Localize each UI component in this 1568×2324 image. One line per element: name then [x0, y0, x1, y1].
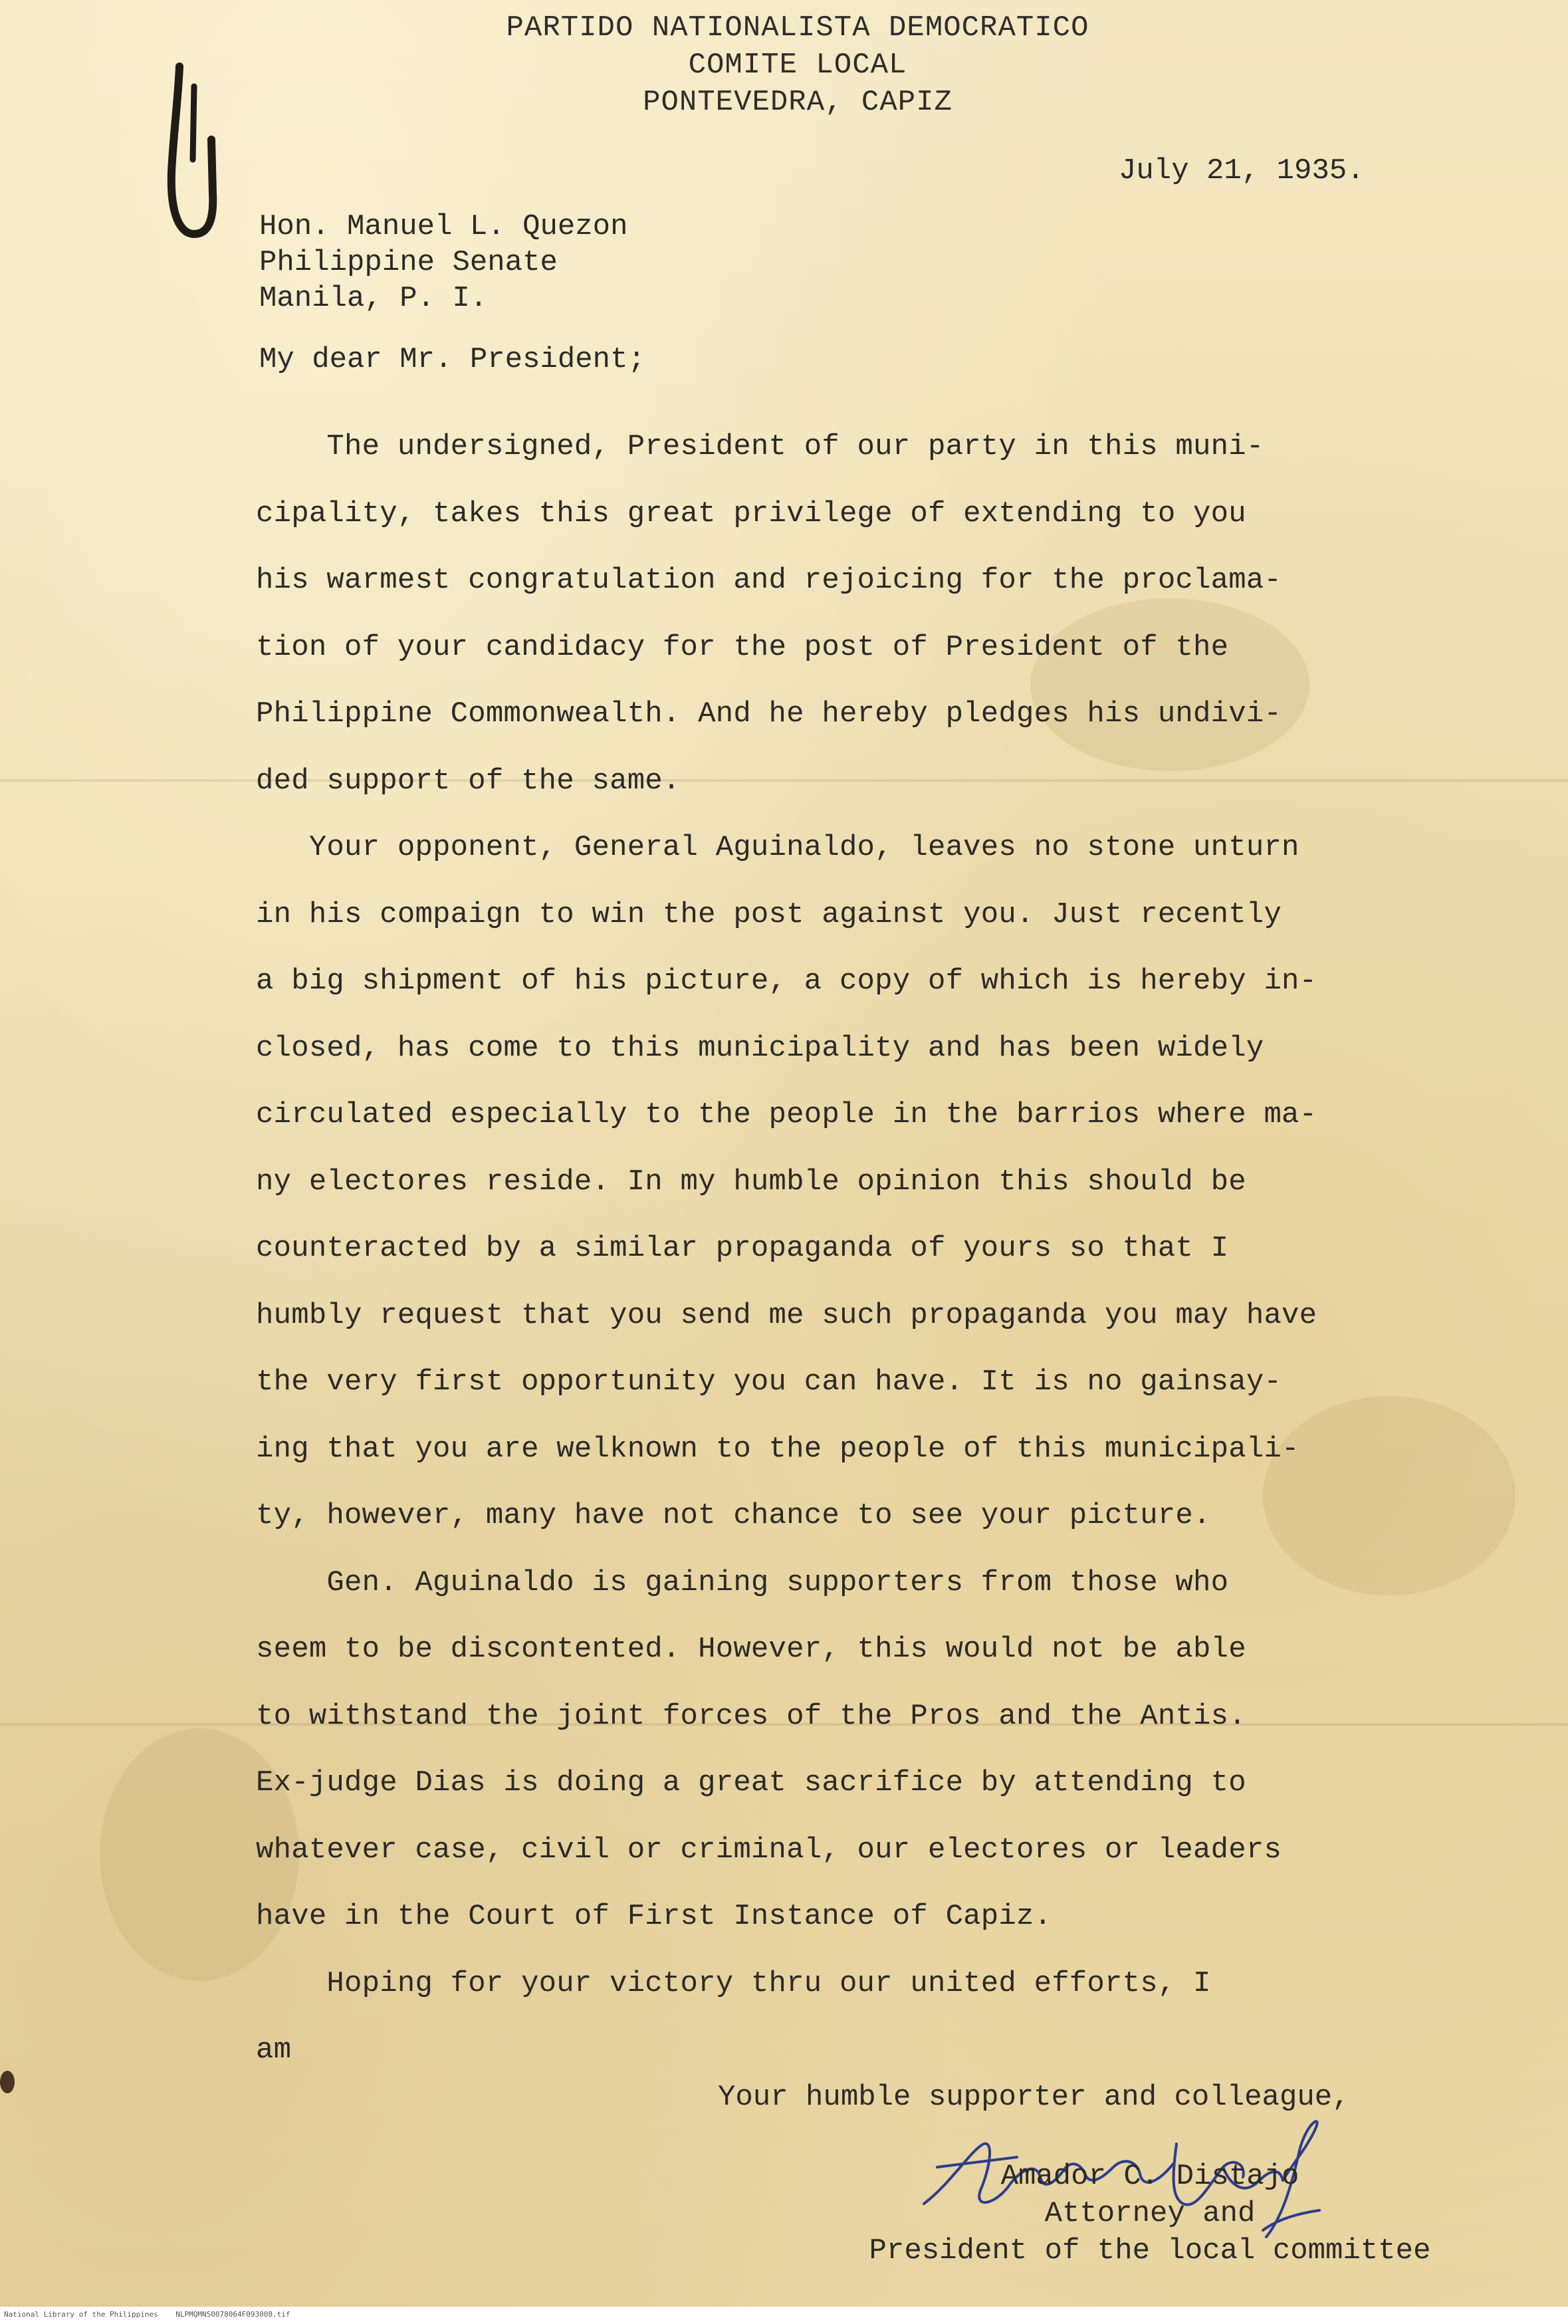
- body-line: Philippine Commonwealth. And he hereby pledges his undivi-: [256, 697, 1282, 731]
- body-line: ny electores reside. In my humble opinion this should be: [256, 1165, 1246, 1199]
- letterhead-committee: COMITE LOCAL: [688, 49, 907, 82]
- addressee-city: Manila, P. I.: [259, 282, 488, 315]
- paperclip-mark-icon: [153, 60, 226, 246]
- body-line: the very first opportunity you can have. It is no gainsay-: [256, 1365, 1282, 1399]
- letterhead-location: PONTEVEDRA, CAPIZ: [643, 86, 952, 119]
- body-line: closed, has come to this municipality and has been widely: [256, 1031, 1264, 1065]
- body-line: am: [256, 2034, 292, 2067]
- body-line: to withstand the joint forces of the Pros and the Antis.: [256, 1699, 1246, 1733]
- addressee-name: Hon. Manuel L. Quezon: [259, 210, 628, 243]
- body-line: in his compaign to win the post against you. Just recently: [256, 897, 1282, 931]
- rust-spot: [0, 2071, 15, 2093]
- salutation: My dear Mr. President;: [259, 343, 645, 376]
- body-line: ty, however, many have not chance to see your picture.: [256, 1499, 1211, 1532]
- body-line: humbly request that you send me such propaganda you may have: [256, 1298, 1317, 1332]
- letterhead: [399, 9, 1196, 121]
- body-line: ing that you are welknown to the people of this municipali-: [256, 1432, 1299, 1466]
- body-line: Hoping for your victory thru our united efforts, I: [256, 1966, 1211, 2000]
- body-line: a big shipment of his picture, a copy of which is hereby in-: [256, 965, 1317, 998]
- addressee-block: [259, 209, 628, 316]
- body-line: Ex-judge Dias is doing a great sacrifice by attending to: [256, 1766, 1246, 1800]
- addressee-office: Philippine Senate: [259, 246, 558, 279]
- archive-footer: National Library of the Philippines NLPMQMNS0078064F093008.tif: [4, 2310, 290, 2319]
- signer-name: Amador C. Distajo: [1000, 2160, 1299, 2193]
- body-line: have in the Court of First Instance of Capiz.: [256, 1900, 1052, 1933]
- body-line: his warmest congratulation and rejoicing for the proclama-: [256, 564, 1282, 597]
- body-line: counteracted by a similar propaganda of yours so that I: [256, 1232, 1229, 1265]
- body-line: ded support of the same.: [256, 764, 681, 798]
- body-line: whatever case, civil or criminal, our electores or leaders: [256, 1833, 1282, 1867]
- complimentary-close: Your humble supporter and colleague,: [718, 2081, 1350, 2114]
- body-line: The undersigned, President of our party in this muni-: [256, 430, 1264, 463]
- body-line: Gen. Aguinaldo is gaining supporters from those who: [256, 1566, 1229, 1599]
- body-line: tion of your candidacy for the post of President of the: [256, 630, 1229, 664]
- body-line: Your opponent, General Aguinaldo, leaves no stone unturn: [256, 831, 1299, 864]
- signer-title-2: President of the local committee: [869, 2234, 1431, 2267]
- letterhead-party: PARTIDO NATIONALISTA DEMOCRATICO: [506, 11, 1089, 45]
- signature-block: [818, 2158, 1482, 2269]
- body-line: seem to be discontented. However, this would not be able: [256, 1633, 1246, 1666]
- signer-title-1: Attorney and: [1044, 2197, 1256, 2230]
- body-line: cipality, takes this great privilege of extending to you: [256, 497, 1246, 530]
- letter-body: [256, 413, 1506, 2084]
- body-line: circulated especially to the people in the barrios where ma-: [256, 1098, 1317, 1131]
- letter-date: July 21, 1935.: [1119, 154, 1365, 187]
